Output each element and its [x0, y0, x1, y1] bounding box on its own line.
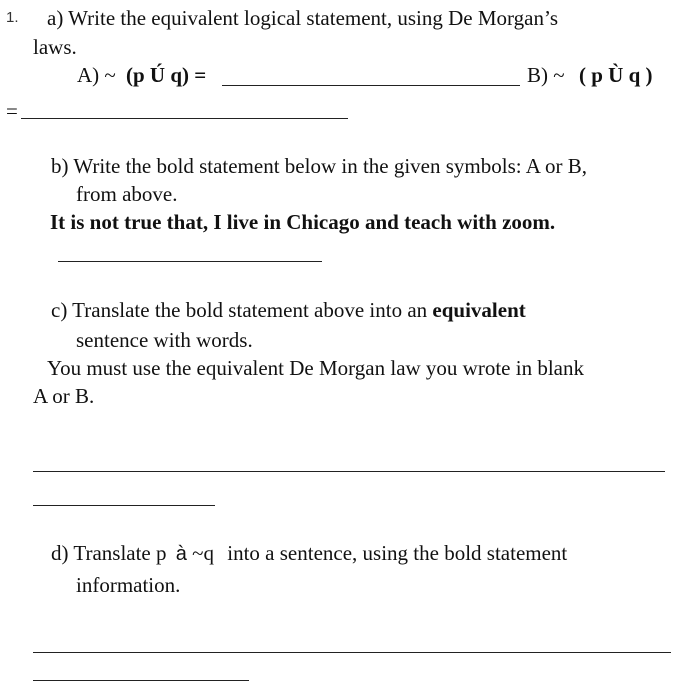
blank-translation-line1[interactable] [33, 652, 671, 653]
part-d-line1 [51, 541, 567, 566]
blank-sentence-line1[interactable] [33, 471, 665, 472]
blank-a[interactable] [222, 85, 520, 86]
item-b-prefix: B) ~ [527, 63, 565, 87]
blank-translation-line2[interactable] [33, 680, 249, 681]
item-b-expression: ( p Ù q ) [579, 63, 653, 87]
part-c-equivalent-word: equivalent [432, 298, 526, 322]
part-d-not-q: ~q [192, 541, 214, 565]
part-c-line1-text: c) Translate the bold statement above into an [51, 298, 428, 322]
question-number: 1. [6, 9, 19, 26]
item-a-prefix: A) ~ [77, 63, 116, 87]
part-a-line1: a) Write the equivalent logical statement, using De Morgan’s [47, 6, 558, 30]
part-d-line2: information. [76, 573, 181, 597]
part-c-line4: A or B. [33, 384, 95, 408]
part-d-text-start: d) Translate p [51, 541, 167, 565]
part-a-line2: laws. [33, 35, 77, 59]
part-d-text-end: into a sentence, using the bold statement [227, 541, 568, 565]
bold-statement: It is not true that, I live in Chicago and teach with zoom. [50, 210, 556, 234]
blank-b[interactable] [21, 118, 348, 119]
part-d-symbol: à [175, 543, 187, 565]
blank-sentence-line2[interactable] [33, 505, 215, 506]
blank-symbol-answer[interactable] [58, 261, 322, 262]
part-c-line1 [51, 298, 526, 322]
part-c-line2: sentence with words. [76, 328, 253, 352]
part-b-line2: from above. [76, 182, 178, 206]
item-a-expression: (p Ú q) = [126, 63, 207, 87]
part-b-line1: b) Write the bold statement below in the given symbols: A or B, [51, 154, 587, 178]
part-c-line3: You must use the equivalent De Morgan law you wrote in blank [47, 356, 584, 380]
equals-sign: = [6, 99, 18, 123]
